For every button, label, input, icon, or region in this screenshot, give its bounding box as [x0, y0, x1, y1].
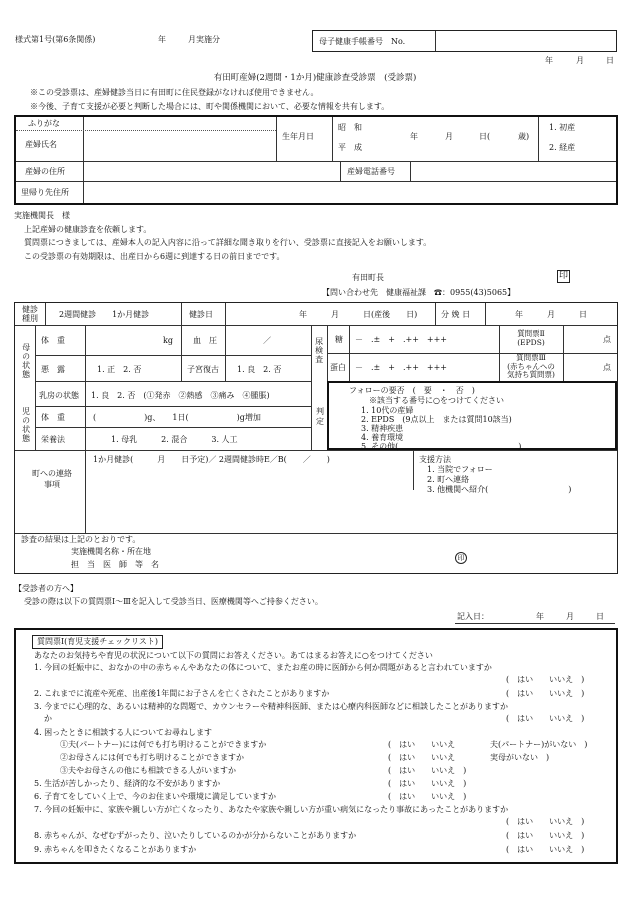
exam-date-label: 健診日: [189, 310, 213, 319]
year-label: 年: [158, 35, 166, 44]
notice-2: ※今後、子育て支援が必要と判断した場合には、町や関係機関において、必要な情報を共有します。: [30, 102, 390, 111]
questionnaire-box: [14, 628, 618, 864]
question-8: 8. 赤ちゃんが、なぜむずがったり、泣いたりしているのかが分からないことがありますか: [34, 831, 357, 840]
dob-year: 年: [410, 132, 418, 141]
q4-3-answer[interactable]: ( はい いいえ ): [388, 766, 467, 775]
doctor-seal: 印: [455, 552, 467, 564]
question-4: 4. 困ったときに相談する人についてお尋ねします: [34, 728, 213, 737]
month-impl-label: 月実施分: [188, 35, 220, 44]
child-weight-value[interactable]: ( )g、 1日( )g増加: [93, 413, 261, 422]
age-suffix: 歳): [518, 132, 530, 141]
request-line-2: 質問票につきましては、産婦本人の記入内容に沿って詳細な聞き取りを行い、受診票に直接記入をお願いします。: [24, 238, 432, 247]
mother-status-label: 母の状態: [21, 343, 31, 379]
uterus-value[interactable]: 1. 良 2. 否: [237, 365, 282, 374]
form-number: 様式第1号(第6条関係): [15, 35, 96, 44]
boshi-number-box: [312, 30, 617, 52]
multipara-option[interactable]: 2. 経産: [549, 143, 576, 152]
furigana-label: ふりがな: [28, 119, 60, 128]
result-text: 診査の結果は上記のとおりです。: [21, 535, 141, 544]
questionnaire-title: 質問票Ⅰ(育児支援チェックリスト): [32, 635, 163, 649]
date-month: 月: [576, 56, 584, 65]
address-label: 産婦の住所: [25, 167, 65, 176]
boshi-number-label: 母子健康手帳番号 No.: [319, 37, 406, 46]
patient-section-heading: 【受診者の方へ】: [14, 584, 78, 593]
era-showa[interactable]: 昭 和: [338, 123, 362, 132]
breast-label: 乳房の状態: [39, 391, 79, 400]
follow-item-3[interactable]: 3. 精神疾患: [361, 424, 404, 433]
q8-answer[interactable]: ( はい いいえ ): [506, 831, 585, 840]
uterus-label: 子宮復古: [187, 365, 219, 374]
entry-day: 日: [596, 612, 604, 621]
entry-year: 年: [536, 612, 544, 621]
question-6: 6. 子育てをしていく上で、今のお住まいや環境に満足していますか: [34, 792, 277, 801]
q3-label: 質問票Ⅲ (赤ちゃんへの 気持ち質問票): [507, 353, 555, 379]
question-5: 5. 生活が苦しかったり、経済的な不安がありますか: [34, 779, 221, 788]
follow-item-2[interactable]: 2. EPDS (9点以上 または質問10該当): [361, 415, 512, 424]
exam-type-options[interactable]: 2週間健診 1か月健診: [59, 310, 150, 319]
mayor-seal: 印: [559, 271, 569, 281]
question-4-3: ③夫やお母さんの他にも相談できる人がいますか: [60, 766, 236, 775]
town-contact-label: 町への連絡 事項: [32, 469, 72, 489]
urine-sugar-label: 糖: [335, 335, 343, 344]
exam-date-value[interactable]: 年 月 日(産後 日): [299, 310, 418, 319]
mother-weight-label: 体 重: [41, 336, 65, 345]
question-2: 2. これまでに流産や死産、出産後1年間にお子さんを亡くされたことがありますか: [34, 689, 330, 698]
question-3: 3. 今までに心理的な、あるいは精神的な問題で、カウンセラーや精神科医師、または心療内科医師などに相談したことがありますか: [34, 702, 509, 711]
question-7: 7. 今回の妊娠中に、家族や親しい方が亡くなったり、あなたや家族や親しい方が重い病気になったり事故にあったことがありますか: [34, 805, 509, 814]
epds-points: 点: [603, 335, 611, 344]
q3-points: 点: [603, 363, 611, 372]
support-method-box: [413, 450, 617, 533]
q4-2-no-mother[interactable]: 実母がいない ): [490, 753, 550, 762]
question-4-2: ②お母さんには何でも打ち明けることができますか: [60, 753, 244, 762]
epds-label: 質問票Ⅱ (EPDS): [517, 329, 545, 347]
phone-label: 産婦電話番号: [347, 167, 395, 176]
follow-up-need[interactable]: フォローの要否 ( 要 ・ 否 ): [349, 386, 475, 395]
urine-test-label: 尿検査: [314, 337, 324, 364]
date-day: 日: [606, 56, 614, 65]
page-title: 有田町産婦(2週間・1か月)健康診査受診票 (受診票): [213, 73, 417, 83]
q7-answer[interactable]: ( はい いいえ ): [506, 817, 585, 826]
mayor-label: 有田町長: [352, 273, 384, 282]
result-box: [14, 532, 618, 574]
contact-info: 【問い合わせ先 健康福祉課 ☎：0955(43)5065】: [322, 288, 516, 297]
request-line-3: この受診票の有効期限は、出産日から6週に到達する日の前日までです。: [24, 252, 285, 261]
town-contact-line[interactable]: 1か月健診( 月 日予定)／ 2週間健診時E／B( ／ ): [93, 455, 330, 464]
follow-up-box: [327, 381, 617, 450]
exam-type-label: 健診 種別: [22, 305, 38, 323]
return-address-field[interactable]: [86, 183, 612, 201]
question-1: 1. 今回の妊娠中に、おなかの中の赤ちゃんやあなたの体について、またお産の時に医師から何か問題があると言われていますか: [34, 663, 492, 672]
urine-protein-label: 蛋白: [330, 363, 346, 372]
institution-head-label: 実施機関長 様: [14, 211, 70, 220]
support-item-2[interactable]: 2. 町へ連絡: [427, 475, 470, 484]
q1-answer[interactable]: ( はい いいえ ): [506, 675, 585, 684]
mother-name-field[interactable]: [86, 132, 272, 158]
child-weight-label: 体 重: [41, 413, 65, 422]
era-heisei[interactable]: 平 成: [338, 143, 362, 152]
urine-sugar-scale[interactable]: － .± + .++ +++: [355, 335, 448, 344]
support-item-1[interactable]: 1. 当院でフォロー: [427, 465, 493, 474]
question-3-cont: か: [44, 714, 52, 723]
judgement-label: 判定: [316, 407, 324, 426]
patient-instruction: 受診の際は以下の質問票Ⅰ～Ⅲを記入して受診当日、医療機関等へご持参ください。: [24, 597, 323, 606]
q4-1-no-partner[interactable]: 夫(パートナー)がいない ): [490, 740, 588, 749]
child-status-label: 児の状態: [21, 407, 31, 443]
doctor-name-label: 担 当 医 師 等 名: [71, 560, 159, 569]
birth-date-label: 分 娩 日: [441, 310, 471, 319]
patient-info-box: [14, 115, 618, 205]
q3-answer[interactable]: ( はい いいえ ): [506, 714, 585, 723]
urine-protein-scale[interactable]: － .± + .++ +++: [355, 363, 448, 372]
boshi-number-field[interactable]: [437, 33, 613, 49]
questionnaire-intro: あなたのお気持ちや育児の状況について以下の質問にお答えください。あてはまるお答えに○をつけてください: [34, 651, 433, 660]
question-4-1: ①夫(パートナー)には何でも打ち明けることができますか: [60, 740, 267, 749]
phone-field[interactable]: [414, 163, 612, 179]
mother-name-label: 産婦氏名: [25, 140, 57, 149]
follow-item-4[interactable]: 4. 養育環境: [361, 433, 404, 442]
dob-month: 月: [445, 132, 453, 141]
bp-value[interactable]: ／: [263, 336, 271, 345]
primipara-option[interactable]: 1. 初産: [549, 123, 576, 132]
dob-day: 日(: [479, 132, 491, 141]
dob-label: 生年月日: [282, 132, 314, 141]
q2-answer[interactable]: ( はい いいえ ): [506, 689, 585, 698]
support-method-label: 支援方法: [419, 455, 451, 464]
entry-month: 月: [566, 612, 574, 621]
feeding-options[interactable]: 1. 母乳 2. 混合 3. 人工: [111, 435, 238, 444]
bp-label: 血 圧: [193, 336, 217, 345]
kg-unit: kg: [163, 336, 173, 345]
follow-item-5[interactable]: 5. その他( ): [361, 442, 522, 451]
feeding-label: 栄養法: [41, 435, 65, 444]
q9-answer[interactable]: ( はい いいえ ): [506, 845, 585, 854]
follow-item-1[interactable]: 1. 10代の産婦: [361, 406, 414, 415]
date-year: 年: [545, 56, 553, 65]
notice-1: ※この受診票は、産婦健診当日に有田町に住民登録がなければ使用できません。: [30, 88, 319, 97]
q6-answer[interactable]: ( はい いいえ ): [388, 792, 467, 801]
institution-name-label: 実施機関名称・所在地: [71, 547, 151, 556]
exam-table: [14, 302, 618, 534]
question-9: 9. 赤ちゃんを叩きたくなることがありますか: [34, 845, 197, 854]
address-field[interactable]: [86, 163, 336, 179]
q4-1-answer[interactable]: ( はい いいえ: [388, 740, 456, 749]
follow-up-note: ※該当する番号に○をつけてください: [369, 396, 504, 405]
support-item-3[interactable]: 3. 他機関へ紹介( ): [427, 485, 572, 494]
lochia-value[interactable]: 1. 正 2. 否: [97, 365, 142, 374]
request-line-1: 上記産婦の健康診査を依頼します。: [24, 225, 152, 234]
q4-2-answer[interactable]: ( はい いいえ: [388, 753, 456, 762]
lochia-label: 悪 露: [41, 365, 65, 374]
breast-value[interactable]: 1. 良 2. 否 (①発赤 ②熱感 ③痛み ④腫脹): [91, 391, 270, 400]
birth-date-value[interactable]: 年 月 日: [515, 310, 587, 319]
return-address-label: 里帰り先住所: [21, 188, 69, 197]
q5-answer[interactable]: ( はい いいえ ): [388, 779, 467, 788]
entry-date-label: 記入日：: [457, 612, 489, 621]
